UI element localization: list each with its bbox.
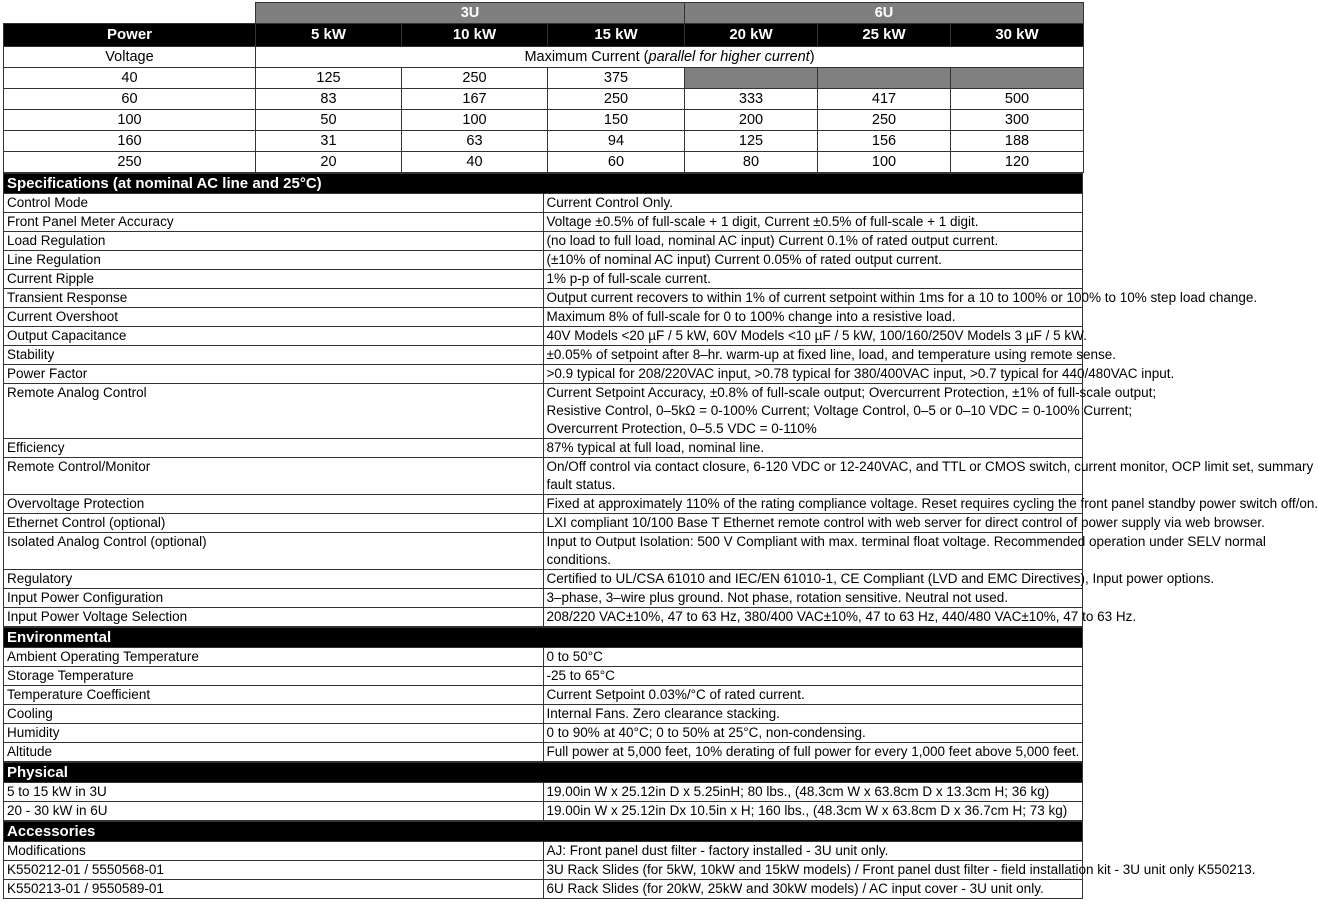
spec-label: Remote Analog Control (4, 384, 544, 439)
power-level: 5 kW (256, 24, 402, 47)
spec-value: (no load to full load, nominal AC input) Current 0.1% of rated output current. (543, 232, 1083, 251)
spec-label: Altitude (4, 743, 544, 762)
physical-table (3, 762, 1083, 821)
current-row-100v (4, 110, 1084, 131)
spec-label: Efficiency (4, 439, 544, 458)
spec-label: K550213-01 / 9550589-01 (4, 880, 544, 899)
spec-value: Full power at 5,000 feet, 10% derating of full power for every 1,000 feet above 5,000 feet. (543, 743, 1083, 762)
current-cell: 125 (256, 68, 402, 89)
specifications-row (4, 384, 1083, 439)
physical-row (4, 783, 1083, 802)
specifications-row (4, 194, 1083, 213)
voltage-cell: 160 (4, 131, 256, 152)
max-current-header: Maximum Current (parallel for higher current) (256, 47, 1084, 68)
section-title-accessories: Accessories (4, 822, 1083, 842)
specifications-row (4, 439, 1083, 458)
spec-label: Overvoltage Protection (4, 495, 544, 514)
section-title-physical: Physical (4, 763, 1083, 783)
spec-value: 3U Rack Slides (for 5kW, 10kW and 15kW models) / Front panel dust filter - field installation kit - 3U unit only K550213. (543, 861, 1083, 880)
current-cell: 250 (402, 68, 548, 89)
spec-label: Current Ripple (4, 270, 544, 289)
spec-value: AJ: Front panel dust filter - factory installed - 3U unit only. (543, 842, 1083, 861)
spec-label: K550212-01 / 5550568-01 (4, 861, 544, 880)
power-level: 15 kW (548, 24, 685, 47)
unavailable-cell (685, 68, 818, 89)
spec-value: Internal Fans. Zero clearance stacking. (543, 705, 1083, 724)
spec-label: Front Panel Meter Accuracy (4, 213, 544, 232)
specifications-table (3, 173, 1318, 627)
current-cell: 40 (402, 152, 548, 173)
spec-value: 3–phase, 3–wire plus ground. Not phase, rotation sensitive. Neutral not used. (543, 589, 1083, 608)
specifications-row (4, 251, 1083, 270)
current-cell: 63 (402, 131, 548, 152)
specifications-row (4, 570, 1083, 589)
environmental-row (4, 686, 1083, 705)
voltage-cell: 60 (4, 89, 256, 110)
accessories-row (4, 842, 1083, 861)
spec-label: Load Regulation (4, 232, 544, 251)
spec-value: 6U Rack Slides (for 20kW, 25kW and 30kW models) / AC input cover - 3U unit only. (543, 880, 1083, 899)
unavailable-cell (951, 68, 1084, 89)
current-cell: 31 (256, 131, 402, 152)
environmental-row (4, 648, 1083, 667)
power-level: 20 kW (685, 24, 818, 47)
spec-label: Power Factor (4, 365, 544, 384)
specifications-row (4, 365, 1083, 384)
spec-value: 208/220 VAC±10%, 47 to 63 Hz, 380/400 VAC±10%, 47 to 63 Hz, 440/480 VAC±10%, 47 to 63 Hz. (543, 608, 1083, 627)
spec-label: Humidity (4, 724, 544, 743)
current-cell: 120 (951, 152, 1084, 173)
current-cell: 200 (685, 110, 818, 131)
accessories-row (4, 880, 1083, 899)
specifications-row (4, 232, 1083, 251)
specifications-row (4, 308, 1083, 327)
spec-value: -25 to 65°C (543, 667, 1083, 686)
current-cell: 375 (548, 68, 685, 89)
spec-label: Temperature Coefficient (4, 686, 544, 705)
spec-value-line: fault status. (546, 477, 616, 492)
spec-label: Transient Response (4, 289, 544, 308)
spec-label: Remote Control/Monitor (4, 458, 544, 495)
spec-value: Maximum 8% of full-scale for 0 to 100% change into a resistive load. (543, 308, 1083, 327)
spec-value: 19.00in W x 25.12in Dx 10.5in x H; 160 lbs., (48.3cm W x 63.8cm D x 36.7cm H; 73 kg) (543, 802, 1083, 821)
specifications-row (4, 514, 1083, 533)
spec-value: 40V Models <20 µF / 5 kW, 60V Models <10 µF / 5 kW, 100/160/250V Models 3 µF / 5 kW. (543, 327, 1083, 346)
spec-value-line: conditions. (546, 552, 612, 567)
spec-value: 1% p-p of full-scale current. (543, 270, 1083, 289)
environmental-row (4, 724, 1083, 743)
current-cell: 100 (818, 152, 951, 173)
spec-label: Cooling (4, 705, 544, 724)
spec-sheet (3, 2, 1318, 899)
specifications-row (4, 327, 1083, 346)
environmental-row (4, 667, 1083, 686)
current-cell: 150 (548, 110, 685, 131)
current-matrix-table (3, 2, 1084, 173)
spec-value: 87% typical at full load, nominal line. (543, 439, 1083, 458)
spec-label: Ethernet Control (optional) (4, 514, 544, 533)
spec-value: Certified to UL/CSA 61010 and IEC/EN 61010-1, CE Compliant (LVD and EMC Directives), Input power options. (543, 570, 1083, 589)
physical-row (4, 802, 1083, 821)
spec-value-line: Current Setpoint Accuracy, ±0.8% of full-scale output; Overcurrent Protection, ±1% of full-scale output; (546, 385, 1157, 400)
specifications-row (4, 458, 1083, 495)
unavailable-cell (818, 68, 951, 89)
current-cell: 94 (548, 131, 685, 152)
spec-value: Voltage ±0.5% of full-scale + 1 digit, Current ±0.5% of full-scale + 1 digit. (543, 213, 1083, 232)
group-3u: 3U (256, 3, 685, 24)
accessories-row (4, 861, 1083, 880)
current-cell: 20 (256, 152, 402, 173)
spec-label: Control Mode (4, 194, 544, 213)
current-cell: 80 (685, 152, 818, 173)
spec-label: Output Capacitance (4, 327, 544, 346)
power-level: 10 kW (402, 24, 548, 47)
current-row-250v (4, 152, 1084, 173)
spec-label: Stability (4, 346, 544, 365)
spec-value: 0 to 90% at 40°C; 0 to 50% at 25°C, non-condensing. (543, 724, 1083, 743)
current-cell: 250 (548, 89, 685, 110)
spec-value: >0.9 typical for 208/220VAC input, >0.78 typical for 380/400VAC input, >0.7 typical for 440/480VAC input. (543, 365, 1083, 384)
spec-value: Current Setpoint 0.03%/°C of rated current. (543, 686, 1083, 705)
spec-label: 20 - 30 kW in 6U (4, 802, 544, 821)
power-level: 25 kW (818, 24, 951, 47)
spec-label: Isolated Analog Control (optional) (4, 533, 544, 570)
current-cell: 100 (402, 110, 548, 131)
specifications-row (4, 346, 1083, 365)
current-row-60v (4, 89, 1084, 110)
spec-label: Ambient Operating Temperature (4, 648, 544, 667)
current-cell: 50 (256, 110, 402, 131)
environmental-row (4, 743, 1083, 762)
voltage-header: Voltage (4, 47, 256, 68)
current-cell: 167 (402, 89, 548, 110)
spec-value: 19.00in W x 25.12in D x 5.25inH; 80 lbs., (48.3cm W x 63.8cm D x 13.3cm H; 36 kg) (543, 783, 1083, 802)
power-level: 30 kW (951, 24, 1084, 47)
specifications-row (4, 495, 1083, 514)
spec-label: Storage Temperature (4, 667, 544, 686)
section-title-environmental: Environmental (4, 628, 1083, 648)
spec-value: (±10% of nominal AC input) Current 0.05% of rated output current. (543, 251, 1083, 270)
current-row-160v (4, 131, 1084, 152)
spec-value-line: Input to Output Isolation: 500 V Compliant with max. terminal float voltage. Recommended operation under SELV normal (546, 534, 1266, 549)
current-cell: 250 (818, 110, 951, 131)
chassis-group-row (4, 3, 1084, 24)
current-cell: 417 (818, 89, 951, 110)
specifications-row (4, 270, 1083, 289)
spec-value (543, 458, 1314, 495)
specifications-row (4, 589, 1083, 608)
specifications-row (4, 608, 1083, 627)
current-cell: 300 (951, 110, 1084, 131)
spec-value: 0 to 50°C (543, 648, 1083, 667)
current-cell: 500 (951, 89, 1084, 110)
spec-label: Modifications (4, 842, 544, 861)
group-6u: 6U (685, 3, 1084, 24)
environmental-table (3, 627, 1083, 762)
spec-label: Current Overshoot (4, 308, 544, 327)
spec-label: 5 to 15 kW in 3U (4, 783, 544, 802)
spec-value: LXI compliant 10/100 Base T Ethernet remote control with web server for direct control of power supply via web browser. (543, 514, 1083, 533)
voltage-cell: 250 (4, 152, 256, 173)
accessories-table (3, 821, 1256, 899)
specifications-row (4, 213, 1083, 232)
spec-value (543, 533, 1266, 570)
spec-value-line: Resistive Control, 0–5kΩ = 0-100% Current; Voltage Control, 0–5 or 0–10 VDC = 0-100% Current; (546, 403, 1133, 418)
voltage-cell: 40 (4, 68, 256, 89)
spec-value-line: Overcurrent Protection, 0–5.5 VDC = 0-110% (546, 421, 817, 436)
power-header: Power (4, 24, 256, 47)
current-cell: 60 (548, 152, 685, 173)
environmental-row (4, 705, 1083, 724)
spec-value: ±0.05% of setpoint after 8–hr. warm-up at fixed line, load, and temperature using remote sense. (543, 346, 1083, 365)
spec-value (543, 384, 1157, 439)
current-cell: 125 (685, 131, 818, 152)
current-cell: 83 (256, 89, 402, 110)
current-cell: 333 (685, 89, 818, 110)
spec-value: Output current recovers to within 1% of current setpoint within 1ms for a 10 to 100% or 100% to 10% step load change. (543, 289, 1083, 308)
spec-label: Input Power Voltage Selection (4, 608, 544, 627)
spec-label: Line Regulation (4, 251, 544, 270)
voltage-cell: 100 (4, 110, 256, 131)
voltage-header-row (4, 47, 1084, 68)
spec-label: Input Power Configuration (4, 589, 544, 608)
specifications-row (4, 533, 1083, 570)
current-row-40v (4, 68, 1084, 89)
spec-value: Fixed at approximately 110% of the rating compliance voltage. Reset requires cycling the front panel standby power switch off/on. (543, 495, 1083, 514)
current-cell: 188 (951, 131, 1084, 152)
power-header-row (4, 24, 1084, 47)
spec-value: Current Control Only. (543, 194, 1083, 213)
spec-value-line: On/Off control via contact closure, 6-120 VDC or 12-240VAC, and TTL or CMOS switch, current monitor, OCP limit set, summary (546, 459, 1314, 474)
section-title-specifications: Specifications (at nominal AC line and 25°C) (4, 174, 1083, 194)
specifications-row (4, 289, 1083, 308)
spec-label: Regulatory (4, 570, 544, 589)
current-cell: 156 (818, 131, 951, 152)
